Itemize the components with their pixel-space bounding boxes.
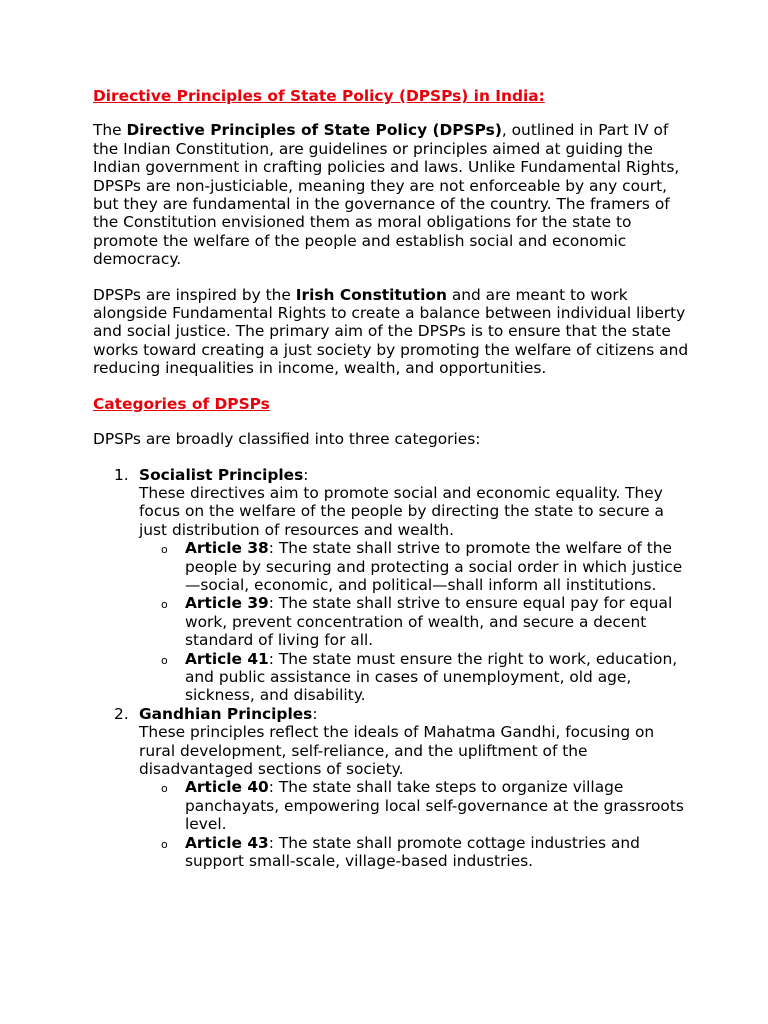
intro-p1-start: The <box>93 121 127 140</box>
category-number: 1. <box>114 465 129 484</box>
article-label: Article 38 <box>185 539 269 558</box>
category-item <box>93 705 693 871</box>
article-label: Article 41 <box>185 649 269 668</box>
intro-p2-rest: and are meant to work alongside Fundamental Rights to create a balance between individual liberty and social justice. The primary aim of the DPSPs is to ensure that the state works toward creating a just society by promoting the welfare of citizens and reducing inequalities in income, wealth, and opportunities. <box>93 285 689 378</box>
article-text: : The state shall strive to ensure equal pay for equal work, prevent concentration of wealth, and secure a decent standard of living for all. <box>185 594 673 650</box>
bullet-icon: o <box>161 653 168 667</box>
intro-paragraph-2 <box>93 286 693 378</box>
category-name: Socialist Principles <box>139 465 304 484</box>
document-page <box>93 87 693 870</box>
intro-paragraph-1 <box>93 121 693 268</box>
article-label: Article 39 <box>185 594 269 613</box>
category-description: These principles reflect the ideals of Mahatma Gandhi, focusing on rural development, self-reliance, and the upliftment of the disadvantaged sections of society. <box>139 723 655 778</box>
article-label: Article 40 <box>185 778 269 797</box>
category-name-suffix: : <box>303 465 309 484</box>
intro-p2-bold: Irish Constitution <box>295 285 447 304</box>
articles-list <box>139 539 693 705</box>
article-item <box>139 539 693 594</box>
article-text: : The state shall promote cottage industries and support small-scale, village-based industries. <box>185 833 640 871</box>
intro-p1-bold: Directive Principles of State Policy (DPSPs) <box>126 121 502 140</box>
bullet-icon: o <box>161 543 168 557</box>
category-name: Gandhian Principles <box>139 704 313 723</box>
categories-intro: DPSPs are broadly classified into three categories: <box>93 430 481 449</box>
document-title: Directive Principles of State Policy (DPSPs) in India: <box>93 87 545 105</box>
category-description: These directives aim to promote social and economic equality. They focus on the welfare of the people by directing the state to secure a just distribution of resources and wealth. <box>139 483 664 539</box>
bullet-icon: o <box>161 782 168 796</box>
article-text: : The state shall strive to promote the welfare of the people by securing and protecting a social order in which justice—social, economic, and political—shall inform all institutions. <box>185 539 683 594</box>
article-item <box>139 778 693 833</box>
intro-p1-rest: , outlined in Part IV of the Indian Constitution, are guidelines or principles aimed at guiding the Indian government in crafting policies and laws. Unlike Fundamental Rights, DPSPs are non-justiciable, meaning they are not enforceable by any court, but they are fundamental in the governance of the country. The framers of the Constitution envisioned them as moral obligations for the state to promote the welfare of the people and establish social and economic democracy. <box>93 121 680 269</box>
articles-list <box>139 778 693 870</box>
article-item <box>139 834 693 871</box>
article-item <box>139 650 693 705</box>
category-item <box>93 466 693 705</box>
category-number: 2. <box>114 704 129 723</box>
article-item <box>139 594 693 649</box>
article-label: Article 43 <box>185 833 269 852</box>
category-name-suffix: : <box>312 704 318 723</box>
categories-list <box>93 466 693 871</box>
article-text: : The state shall take steps to organize village panchayats, empowering local self-governance at the grassroots level. <box>185 778 684 834</box>
categories-heading: Categories of DPSPs <box>93 394 270 413</box>
bullet-icon: o <box>161 837 168 851</box>
bullet-icon: o <box>161 598 168 612</box>
article-text: : The state must ensure the right to work, education, and public assistance in cases of unemployment, old age, sickness, and disability. <box>185 649 678 705</box>
intro-p2-start: DPSPs are inspired by the <box>93 285 296 304</box>
